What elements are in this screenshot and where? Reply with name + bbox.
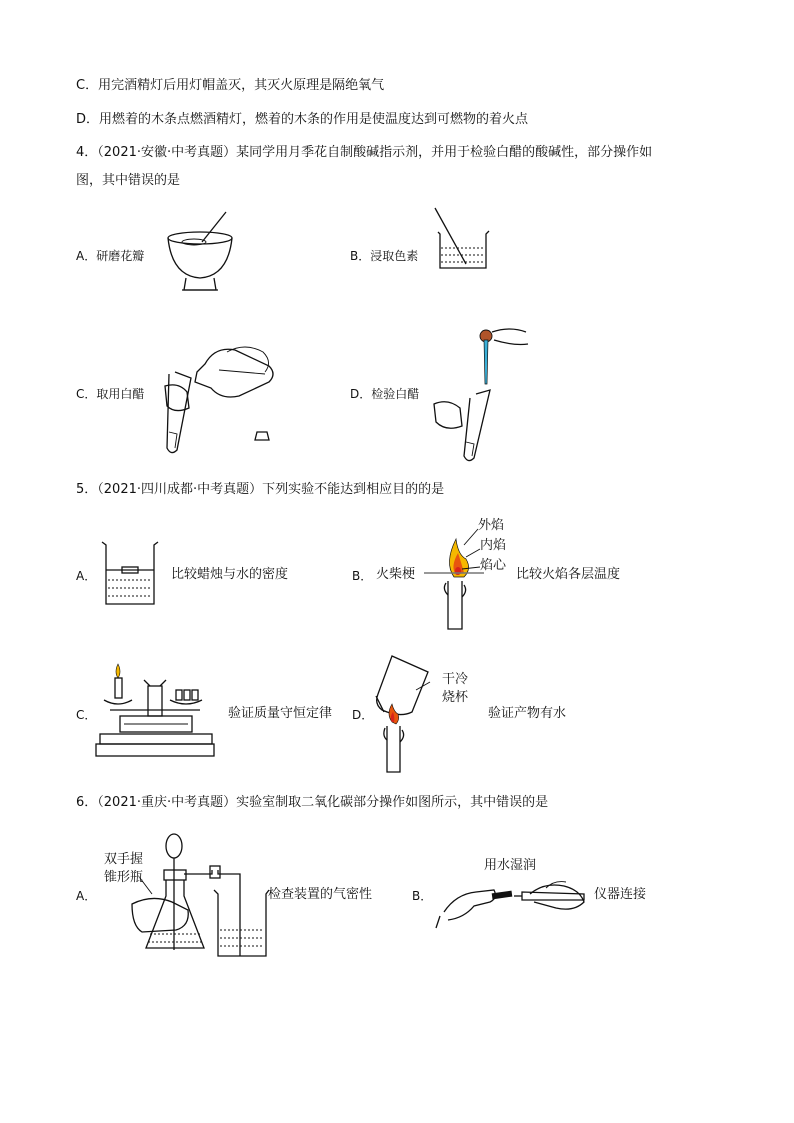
beaker-candle-water-figure xyxy=(100,540,160,606)
q5-option-d-text: 验证产物有水 xyxy=(488,706,567,721)
q4-option-b-label: B．浸取色素 xyxy=(350,249,419,263)
q5-option-b-letter: B． xyxy=(352,569,373,583)
q4-option-c-label: C．取用白醋 xyxy=(76,387,145,401)
wet-with-water-label: 用水湿润 xyxy=(484,858,537,873)
q4-stem-line1: 4．（2021·安徽·中考真题）某同学用月季花自制酸碱指示剂，并用于检验白醋的酸碱性，部分操作如 xyxy=(76,145,653,160)
q5-option-c-text: 验证质量守恒定律 xyxy=(228,706,333,721)
connect-apparatus-figure xyxy=(434,872,594,932)
q6-option-b-text: 仪器连接 xyxy=(594,887,647,902)
pour-vinegar-figure xyxy=(165,322,285,452)
q4-option-a-label: A．研磨花瓣 xyxy=(76,249,145,263)
dropper-test-tube-figure xyxy=(430,322,540,464)
q3-option-c: C．用完酒精灯后用灯帽盖灭，其灭火原理是隔绝氧气 xyxy=(76,78,385,93)
flame-outer-label: 外焰 xyxy=(478,518,505,533)
balance-candle-figure xyxy=(96,656,214,760)
q5-stem: 5．（2021·四川成都·中考真题）下列实验不能达到相应目的的是 xyxy=(76,482,445,497)
inverted-beaker-candle-figure xyxy=(372,652,452,776)
q5-option-d-letter: D． xyxy=(352,708,374,722)
flame-inner-label: 内焰 xyxy=(480,538,507,553)
q5-match-stick-label: 火柴梗 xyxy=(376,567,416,582)
flame-core-label: 焰心 xyxy=(480,558,507,573)
q5-option-c-letter: C． xyxy=(76,708,97,722)
dry-cold-label-line1: 干冷 xyxy=(442,672,469,687)
hold-flask-label-line1: 双手握 xyxy=(104,852,144,867)
dry-cold-label-line2: 烧杯 xyxy=(442,690,469,705)
q4-option-d-label: D．检验白醋 xyxy=(350,387,420,401)
q6-option-b-letter: B． xyxy=(412,889,433,903)
q5-option-a-text: 比较蜡烛与水的密度 xyxy=(171,567,289,582)
q4-stem-line2: 图，其中错误的是 xyxy=(76,173,181,188)
q5-option-a-letter: A． xyxy=(76,569,97,583)
hold-flask-label-line2: 锥形瓶 xyxy=(104,870,144,885)
airtightness-check-figure xyxy=(132,830,272,958)
q5-option-b-text: 比较火焰各层温度 xyxy=(516,567,621,582)
q6-option-a-letter: A． xyxy=(76,889,97,903)
q6-option-a-text: 检查装置的气密性 xyxy=(268,887,373,902)
q3-option-d: D．用燃着的木条点燃酒精灯，燃着的木条的作用是使温度达到可燃物的着火点 xyxy=(76,112,529,127)
beaker-glass-rod-figure xyxy=(432,206,492,270)
q6-stem: 6．（2021·重庆·中考真题）实验室制取二氧化碳部分操作如图所示，其中错误的是 xyxy=(76,795,549,810)
mortar-pestle-figure xyxy=(164,210,244,300)
